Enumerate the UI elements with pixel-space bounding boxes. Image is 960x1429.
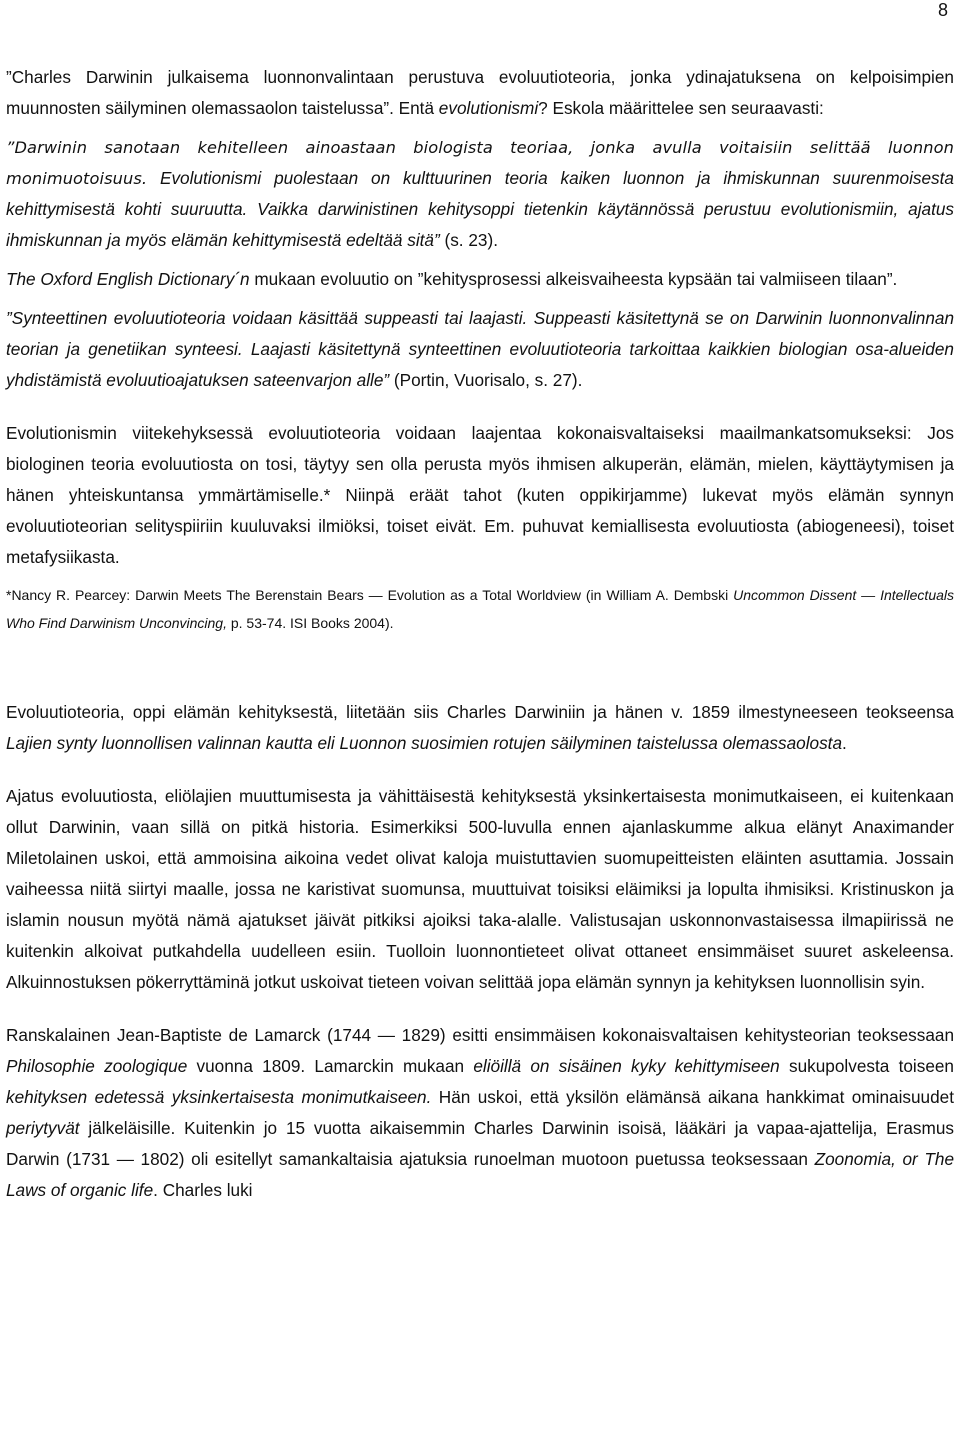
paragraph-eskola-quote (6, 132, 954, 256)
p8-text-k: . Charles luki (153, 1180, 253, 1200)
p2-citation: (s. 23). (439, 230, 498, 250)
footnote-book-title: Uncommon Dissent — Intellectuals Who Find Darwinism Unconvincing, (6, 587, 954, 631)
paragraph-evolutionism-framework: Evolutionismin viitekehyksessä evoluutioteoria voidaan laajentaa kokonaisvaltaiseksi maailmankatsomukseksi: Jos biologinen teoria evoluutiosta on tosi, täytyy sen olla perusta myös ihmisen alkuperän, elämän, mielen, käyttäytymisen ja hänen yhteiskuntansa ymmärtämiselle.* Niinpä eräät tahot (kuten oppikirjamme) lukevat myös elämän synnyn evoluutioteorian selityspiiriin kuuluvaksi ilmiöksi, toiset eivät. Em. puhuvat kemiallisesta evoluutiosta (abiogeneesi), toiset metafysiikasta. (6, 423, 954, 567)
p8-text-i: jälkeläisille. Kuitenkin jo 15 vuotta aikaisemmin Charles Darwinin isoisä, lääkäri ja vapaa-ajattelija, Erasmus Darwin (1731 — 1802) oli esitellyt samankaltaisia ajatuksia runoelman muotoon puetussa teoksessaan (6, 1118, 954, 1169)
p3-dictionary-title: The Oxford English Dictionary´n (6, 269, 250, 289)
paragraph-history: Ajatus evoluutiosta, eliölajien muuttumisesta ja vähittäisestä kehityksestä yksinkertaisesta monimutkaiseen, ei kuitenkaan ollut Darwinin, vaan sillä on pitkä historia. Esimerkiksi 500-luvulla ennen ajanlaskumme alkua elänyt Anaximander Miletolainen uskoi, että ammoisina aikoina vedet olivat kaloja muistuttavien suomupeitteisten eläinten asuttamia. Jossain vaiheessa niitä siirtyi maalle, jossa ne karistivat suomunsa, muuttuivat toisiksi eläimiksi ja lopulta ihmisiksi. Kristinuskon ja islamin nousun myötä nämä ajatukset jäivät pitkiksi ajoiksi taka-alalle. Valistusajan uskonnonvastaisessa ilmapiirissä ne kuitenkin alkoivat putkahdella uudelleen esiin. Tuolloin luonnontieteet olivat ottaneet ensimmäiset suuret askeleensa. Alkuinnostuksen pökerryttäminä jotkut uskoivat tieteen voivan selittää jopa elämän synnyn ja kehityksen luonnollisin syin. (6, 786, 954, 992)
p1-evolutionismi: evolutionismi (438, 98, 539, 118)
p6-book-title: Lajien synty luonnollisen valinnan kautta eli Luonnon suosimien rotujen säilyminen taistelussa olemassaolosta (6, 733, 843, 753)
p6-text-a: Evoluutioteoria, oppi elämän kehityksestä, liitetään siis Charles Darwiniin ja hänen v. 1859 ilmestyneeseen teokseensa (6, 702, 954, 722)
p6-text-c: . (842, 733, 847, 753)
p2-text-b: Evolutionismi puolestaan on kulttuurinen teoria kaiken luonnon ja ihmiskunnan suurenmoisesta kehittymisestä kohti suuruutta. (6, 168, 954, 219)
paragraph-darwin-1859 (6, 697, 954, 759)
paragraph-quote-intro (6, 62, 954, 124)
footnote-text-c: p. 53-74. ISI Books 2004). (226, 615, 394, 631)
p2-text-a: ”Darwinin sanotaan kehitelleen ainoastaan biologista teoriaa, jonka avulla voitaisiin selittää luonnon monimuotoisuus. (6, 138, 954, 188)
p8-text-h: periytyvät (6, 1118, 80, 1138)
footnote (6, 581, 954, 637)
p4-text-b: Suppeasti käsitettynä se on Darwinin luonnonvalinnan teorian ja genetiikan synteesi. (6, 308, 955, 359)
p1-text-c: ? Eskola määrittelee sen seuraavasti: (538, 98, 824, 118)
p4-text-c: Laajasti käsitettynä synteettinen evoluutioteoria tarkoittaa kaikkien biologian osa-alueiden yhdistämistä evoluutioajatuksen sateenvarjon alle” (6, 339, 954, 390)
paragraph-synthetic-theory (6, 303, 954, 396)
page-number: 8 (937, 0, 948, 20)
p1-text-a: ”Charles Darwinin julkaisema luonnonvalintaan perustuva evoluutioteoria, jonka ydinajatuksena on kelpoisimpien muunnosten säilyminen olemassaolon taistelussa”. Entä (6, 67, 954, 118)
p3-text-b: mukaan evoluutio on ”kehitysprosessi alkeisvaiheesta kypsään tai valmiiseen tilaan”. (249, 269, 898, 289)
p8-text-d: eliöillä on sisäinen kyky kehittymiseen (473, 1056, 780, 1076)
p8-book-title: Philosophie zoologique (6, 1056, 188, 1076)
document-body (6, 62, 954, 1206)
p8-text-c: vuonna 1809. Lamarckin mukaan (187, 1056, 474, 1076)
p4-text-a: ”Synteettinen evoluutioteoria voidaan käsittää suppeasti tai laajasti. (6, 308, 528, 328)
p8-text-f: kehityksen edetessä yksinkertaisesta monimutkaiseen. (6, 1087, 432, 1107)
p2-text-c: Vaikka darwinistinen kehitysoppi tietenkin käytännössä perustuu evolutionismiin, ajatus ihmiskunnan ja myös elämän kehittymisestä edeltää sitä” (6, 199, 954, 250)
paragraph-lamarck (6, 1020, 954, 1206)
paragraph-oxford (6, 264, 954, 295)
p4-citation: (Portin, Vuorisalo, s. 27). (389, 370, 583, 390)
p8-text-a: Ranskalainen Jean-Baptiste de Lamarck (1744 — 1829) esitti ensimmäisen kokonaisvaltaisen kehitysteorian teoksessaan (6, 1025, 954, 1045)
p8-text-g: Hän uskoi, että yksilön elämänsä aikana hankkimat ominaisuudet (431, 1087, 954, 1107)
footnote-text-a: *Nancy R. Pearcey: Darwin Meets The Berenstain Bears — Evolution as a Total Worldview (in William A. Dembski (6, 587, 734, 603)
p8-text-e: sukupolvesta toiseen (779, 1056, 954, 1076)
p8-zoonomia-title: Zoonomia, or The Laws of organic life (6, 1149, 955, 1200)
